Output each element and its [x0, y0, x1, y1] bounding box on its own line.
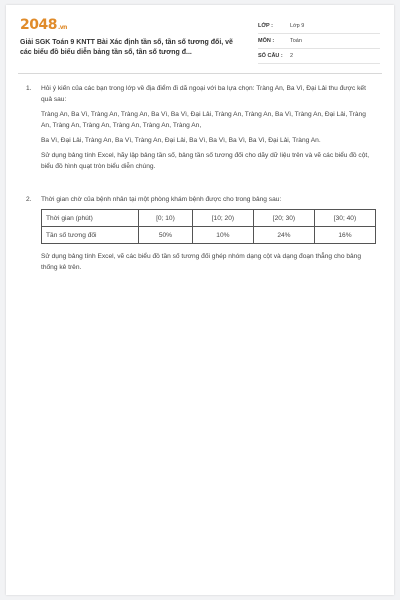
table-cell: [0; 10)	[139, 210, 193, 227]
document-page	[6, 5, 394, 595]
question-body	[41, 83, 376, 176]
table-row	[42, 227, 376, 244]
question-body	[41, 194, 376, 277]
question-number: 2.	[26, 196, 32, 203]
table-cell: [10; 20)	[192, 210, 253, 227]
table-cell: 10%	[192, 227, 253, 244]
logo-text: 2048	[20, 17, 57, 33]
header-divider	[18, 73, 382, 74]
meta-value: Toán	[290, 38, 302, 44]
question-1	[26, 83, 376, 176]
meta-row-class	[258, 19, 380, 34]
question-2	[26, 194, 376, 277]
table-row	[42, 210, 376, 227]
table-cell: Tần số tương đối	[42, 227, 139, 244]
meta-value: Lớp 9	[290, 23, 305, 29]
question-paragraph: Ba Vì, Đại Lải, Tràng An, Ba Vì, Tràng An, Đại Lải, Ba Vì, Ba Vì, Ba Vì, Ba Vì, Đại Lải, Tràng An.	[41, 137, 321, 144]
meta-panel	[258, 19, 380, 64]
table-cell: [30; 40)	[314, 210, 375, 227]
question-paragraph: Hỏi ý kiến của các bạn trong lớp về địa điểm đi dã ngoại với ba lựa chọn: Tràng An, Ba Vì, Đại Lải thu được kết quả sau:	[41, 85, 366, 103]
meta-row-subject	[258, 34, 380, 49]
question-outro: Sử dụng bảng tính Excel, vẽ các biểu đồ tần số tương đối ghép nhóm dạng cột và dạng đoạn thẳng cho bảng thống kê trên.	[41, 253, 361, 271]
meta-key: MÔN :	[258, 38, 275, 44]
question-number: 1.	[26, 85, 32, 92]
question-paragraph: Tràng An, Ba Vì, Tràng An, Tràng An, Ba Vì, Ba Vì, Đại Lải, Tràng An, Tràng An, Ba Vì, Tràng An, Đại Lải, Tràng An, Tràng An, Tràng An, Tràng An, Tràng An, Tràng An,	[41, 111, 366, 129]
meta-key: LỚP :	[258, 23, 273, 29]
table-cell: 24%	[253, 227, 314, 244]
document-title: Giải SGK Toán 9 KNTT Bài Xác định tần số, tần số tương đối, vẽ các biểu đồ biểu diễn bảng tần số, tần số tương đ...	[20, 39, 233, 56]
site-logo[interactable]	[20, 17, 67, 33]
table-cell: [20; 30)	[253, 210, 314, 227]
document-header	[6, 5, 394, 67]
question-list	[26, 83, 376, 277]
meta-key: SỐ CÂU :	[258, 53, 283, 59]
question-intro: Thời gian chờ của bệnh nhân tại một phòng khám bệnh được cho trong bảng sau:	[41, 196, 282, 203]
table-cell: Thời gian (phút)	[42, 210, 139, 227]
meta-row-question-count	[258, 49, 380, 64]
table-cell: 50%	[139, 227, 193, 244]
meta-value: 2	[290, 53, 294, 59]
question-paragraph: Sử dụng bảng tính Excel, hãy lập bảng tần số, bảng tần số tương đối cho dãy dữ liệu trên và vẽ các biểu đồ cột, biểu đồ hình quạt tròn biểu diễn chúng.	[41, 152, 370, 170]
logo-suffix: .vn	[57, 24, 67, 31]
frequency-table	[41, 209, 376, 244]
table-cell: 16%	[314, 227, 375, 244]
